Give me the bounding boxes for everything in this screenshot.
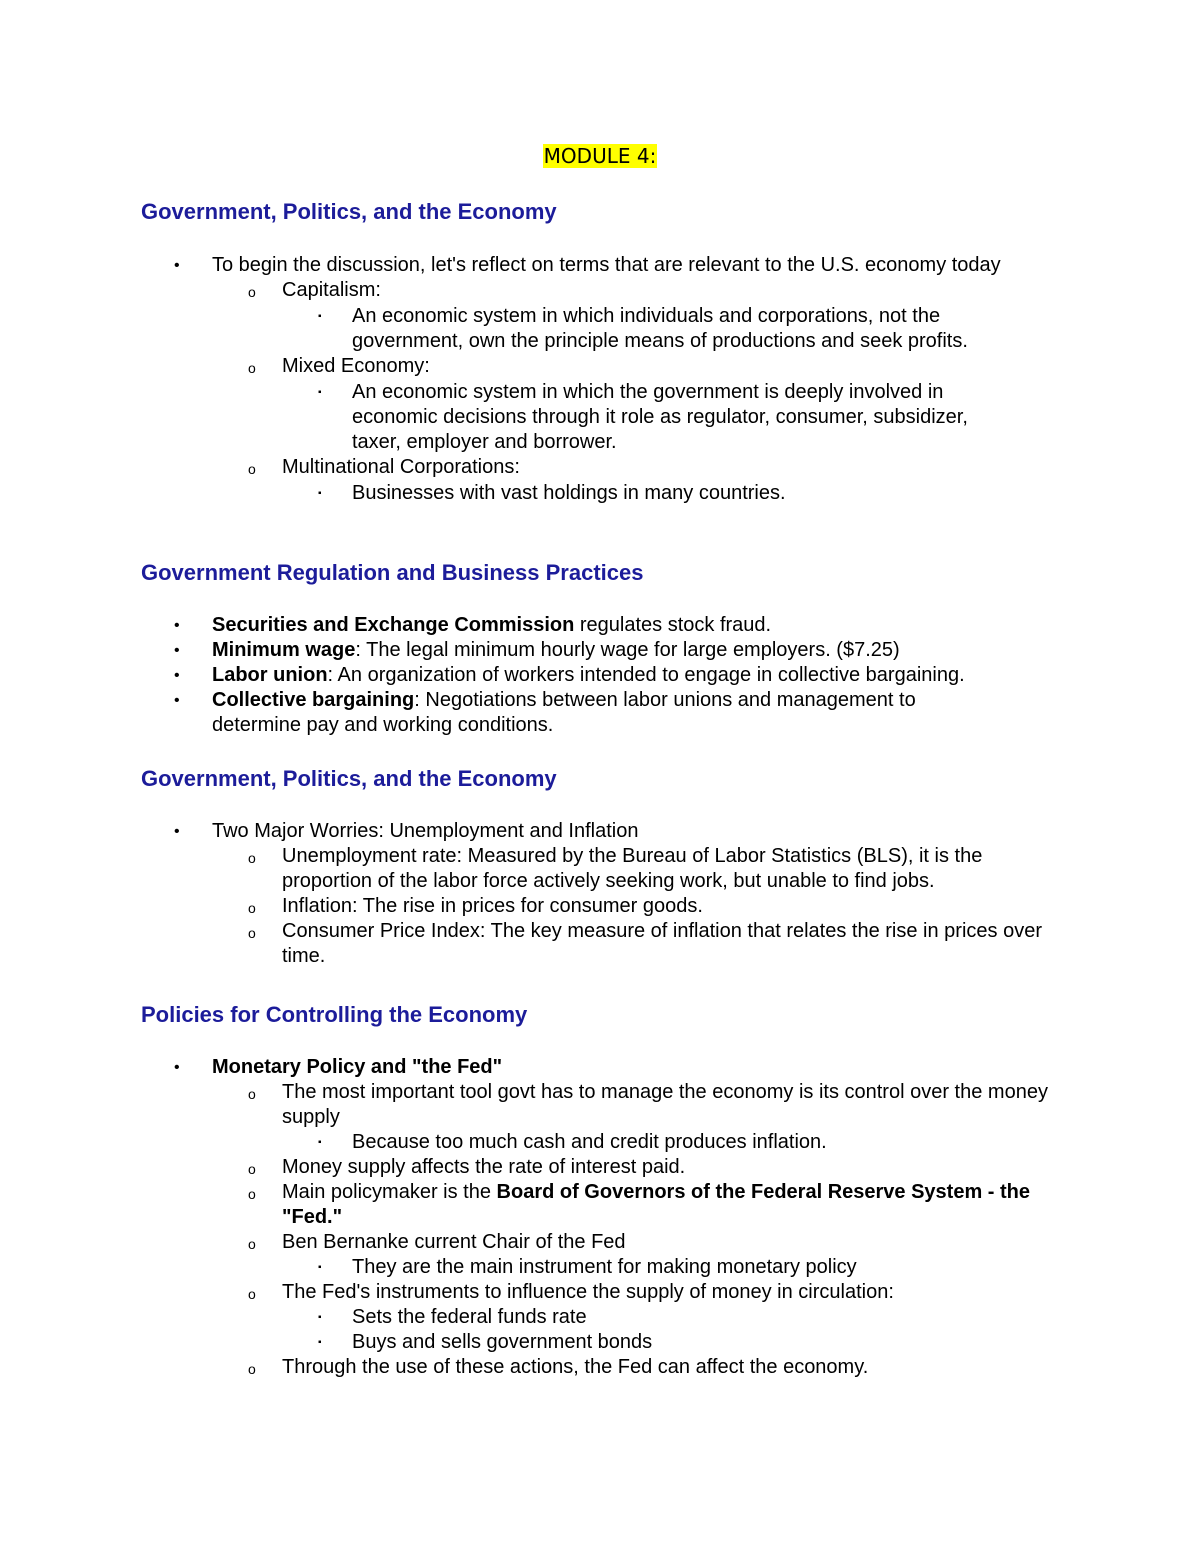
bullet-square-icon: ▪ bbox=[318, 1262, 322, 1273]
list-item-text: Two Major Worries: Unemployment and Inflation bbox=[212, 820, 639, 842]
list-item-text: Sets the federal funds rate bbox=[352, 1306, 587, 1328]
list-item bbox=[0, 304, 1022, 354]
term-rest: : Negotiations between labor unions and management to determine pay and working conditions. bbox=[212, 689, 916, 736]
list-item bbox=[0, 354, 1057, 379]
section-heading-policies: Policies for Controlling the Economy bbox=[141, 1002, 528, 1027]
bullet-circle-icon: o bbox=[248, 1361, 256, 1377]
module-title bbox=[0, 142, 1200, 170]
term-bold: Securities and Exchange Commission bbox=[212, 614, 575, 636]
bullet-circle-icon: o bbox=[248, 461, 256, 477]
list-item bbox=[0, 1280, 1057, 1305]
bullet-circle-icon: o bbox=[248, 360, 256, 376]
list-item bbox=[0, 380, 1022, 455]
bullet-circle-icon: o bbox=[248, 284, 256, 300]
list-item bbox=[0, 638, 1002, 663]
list-item bbox=[0, 1305, 1022, 1330]
term-rest: : An organization of workers intended to engage in collective bargaining. bbox=[327, 664, 965, 686]
bullet-square-icon: ▪ bbox=[318, 1337, 322, 1348]
term-definition: An economic system in which individuals and corporations, not the government, own the principle means of productions and seek profits. bbox=[352, 305, 968, 352]
bullet-circle-icon: o bbox=[248, 850, 256, 866]
list-item-text: They are the main instrument for making monetary policy bbox=[352, 1256, 857, 1278]
list-item bbox=[0, 481, 1022, 506]
list-item bbox=[0, 663, 1002, 688]
section-list-policies bbox=[0, 1055, 1200, 1380]
section-heading-economy: Government, Politics, and the Economy bbox=[141, 199, 557, 224]
list-item bbox=[0, 278, 1057, 303]
bullet-circle-icon: o bbox=[248, 925, 256, 941]
bullet-disc-icon: • bbox=[174, 617, 180, 634]
section-heading-regulation: Government Regulation and Business Practices bbox=[141, 560, 644, 585]
list-item-text: Main policymaker is the bbox=[282, 1181, 497, 1203]
bullet-circle-icon: o bbox=[248, 1086, 256, 1102]
section-list-regulation bbox=[0, 613, 1200, 738]
bullet-square-icon: ▪ bbox=[318, 387, 322, 398]
list-item-text: The Fed's instruments to influence the supply of money in circulation: bbox=[282, 1281, 894, 1303]
term-rest: regulates stock fraud. bbox=[574, 614, 772, 636]
term-bold: Board of Governors of the Federal Reserve System - the "Fed." bbox=[282, 1181, 1031, 1228]
bullet-disc-icon: • bbox=[174, 667, 180, 684]
list-item bbox=[0, 1080, 1057, 1130]
list-item bbox=[0, 1055, 1002, 1080]
list-item bbox=[0, 919, 1057, 969]
term-label: Capitalism: bbox=[282, 279, 381, 301]
list-item bbox=[0, 688, 1002, 738]
bullet-circle-icon: o bbox=[248, 1161, 256, 1177]
bullet-disc-icon: • bbox=[174, 1059, 180, 1076]
section-heading-worries: Government, Politics, and the Economy bbox=[141, 766, 557, 791]
list-item bbox=[0, 1155, 1057, 1180]
list-item bbox=[0, 455, 1057, 480]
list-item-text: Ben Bernanke current Chair of the Fed bbox=[282, 1231, 626, 1253]
list-item bbox=[0, 1355, 1057, 1380]
list-item bbox=[0, 1180, 1057, 1230]
term-rest: : The legal minimum hourly wage for large employers. ($7.25) bbox=[355, 639, 900, 661]
term-definition: Businesses with vast holdings in many countries. bbox=[352, 482, 786, 504]
term-bold: Collective bargaining bbox=[212, 689, 415, 711]
list-item-text: The most important tool govt has to manage the economy is its control over the money supply bbox=[282, 1081, 1048, 1128]
list-item bbox=[0, 253, 1002, 278]
list-item bbox=[0, 1330, 1022, 1355]
list-item-text: Unemployment rate: Measured by the Bureau of Labor Statistics (BLS), it is the proportion of the labor force actively seeking work, but unable to find jobs. bbox=[282, 845, 983, 892]
list-item-text: Money supply affects the rate of interest paid. bbox=[282, 1156, 686, 1178]
list-item bbox=[0, 1230, 1057, 1255]
list-item bbox=[0, 1130, 1022, 1155]
section-list-economy-terms bbox=[0, 253, 1200, 506]
section-list-worries bbox=[0, 819, 1200, 969]
bullet-square-icon: ▪ bbox=[318, 1137, 322, 1148]
term-definition: An economic system in which the government is deeply involved in economic decisions through it role as regulator, consumer, subsidizer, taxer, employer and borrower. bbox=[352, 381, 968, 453]
list-item bbox=[0, 819, 1002, 844]
list-item-text: Monetary Policy and "the Fed" bbox=[212, 1056, 503, 1078]
term-label: Multinational Corporations: bbox=[282, 456, 520, 478]
module-title-highlight: MODULE 4: bbox=[543, 144, 657, 168]
bullet-circle-icon: o bbox=[248, 1236, 256, 1252]
bullet-disc-icon: • bbox=[174, 692, 180, 709]
bullet-square-icon: ▪ bbox=[318, 488, 322, 499]
list-item bbox=[0, 613, 1002, 638]
list-item-text: To begin the discussion, let's reflect on terms that are relevant to the U.S. economy today bbox=[212, 254, 1001, 276]
bullet-disc-icon: • bbox=[174, 642, 180, 659]
bullet-disc-icon: • bbox=[174, 257, 180, 274]
list-item-text: Buys and sells government bonds bbox=[352, 1331, 653, 1353]
bullet-circle-icon: o bbox=[248, 1286, 256, 1302]
list-item bbox=[0, 894, 1057, 919]
bullet-square-icon: ▪ bbox=[318, 311, 322, 322]
term-bold: Minimum wage bbox=[212, 639, 356, 661]
bullet-square-icon: ▪ bbox=[318, 1312, 322, 1323]
list-item-text: Through the use of these actions, the Fed can affect the economy. bbox=[282, 1356, 869, 1378]
list-item bbox=[0, 844, 1057, 894]
bullet-circle-icon: o bbox=[248, 900, 256, 916]
bullet-circle-icon: o bbox=[248, 1186, 256, 1202]
list-item-text: Inflation: The rise in prices for consumer goods. bbox=[282, 895, 703, 917]
list-item-text: Consumer Price Index: The key measure of inflation that relates the rise in prices over time. bbox=[282, 920, 1042, 967]
list-item-text: Because too much cash and credit produces inflation. bbox=[352, 1131, 827, 1153]
term-bold: Labor union bbox=[212, 664, 328, 686]
bullet-disc-icon: • bbox=[174, 823, 180, 840]
list-item bbox=[0, 1255, 1022, 1280]
term-label: Mixed Economy: bbox=[282, 355, 430, 377]
